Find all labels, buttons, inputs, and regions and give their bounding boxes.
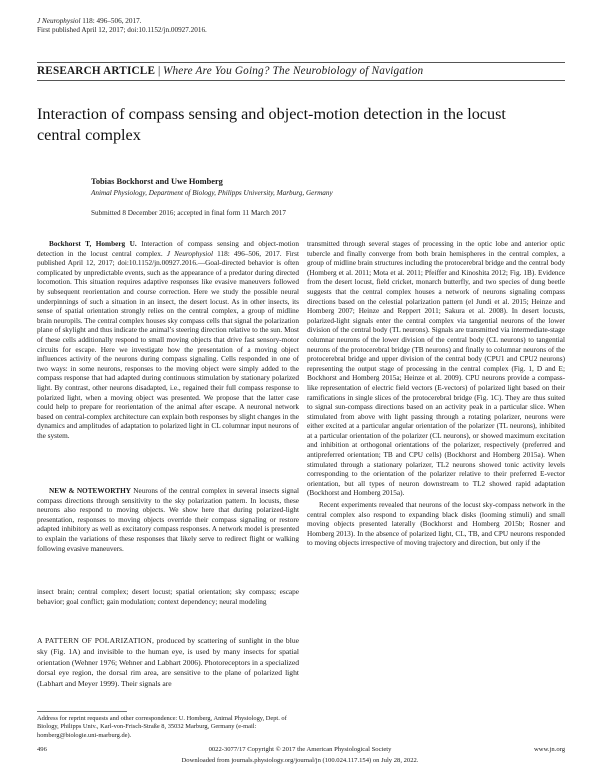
badge-separator: | bbox=[157, 65, 161, 77]
abstract-body: Goal-directed behavior is often complicated by unpredictable events, such as the appearance of a predator during directed locomotion. This situation requires adaptive responses like evasive maneuvers followed by subsequent reorientation and course correction. Here we study the possible neural underpinnings of such a situation in an insect, the desert locust. As in other insects, its sense of spatial orientation strongly relies on the central complex, a group of midline brain neuropils. The central complex houses sky compass cells that signal the polarization plane of skylight and thus indicate the animal’s steering direction relative to the sun. Most of these cells additionally respond to small moving objects that drive fast sensory-motor circuits for escape. Here we investigate how the presentation of a moving object influences activity of the neurons during compass signaling. Cells responded in one of two ways: in some neurons, responses to the moving object were simply added to the compass response that had adapted during continuous stimulation by stationary polarized light. By contrast, other neurons disadapted, i.e., regained their full compass response to polarized light, when a moving object was presented. We propose that the latter case could help to prepare for reorientation of the animal after escape. A neuronal network based on central-complex architecture can explain both responses by slight changes in the dynamics and amplitudes of adaptation to polarized light in CL columnar input neurons of the system. bbox=[37, 259, 300, 440]
abstract bbox=[37, 240, 299, 441]
article-title: Interaction of compass sensing and object-motion detection in the locust central complex bbox=[37, 105, 506, 144]
introduction bbox=[37, 636, 299, 690]
noteworthy-label: NEW & NOTEWORTHY bbox=[49, 487, 131, 495]
correspondence-footnote: Address for reprint requests and other correspondence: U. Homberg, Animal Physiology, Dept. of Biology, Philipps Univ., Karl-von-Frisch-Straße 8, 35032 Marburg, Germany (e-mail: homberg@biologie.uni-marburg.de). bbox=[37, 715, 287, 739]
submission-dates: Submitted 8 December 2016; accepted in final form 11 March 2017 bbox=[91, 209, 286, 217]
abstract-citation-details: 118: 496–506, 2017. First published April 12, 2017; doi:10.1152/jn.00927.2016.— bbox=[37, 249, 299, 268]
journal-citation: 118: 496–506, 2017. bbox=[82, 17, 142, 25]
keywords: insect brain; central complex; desert locust; spatial orientation; sky compass; escape behavior; goal conflict; gain modulation; context dependency; neural modeling bbox=[37, 588, 299, 606]
copyright-line: 0022-3077/17 Copyright © 2017 the American Physiological Society bbox=[208, 746, 392, 753]
intro-body: produced by scattering of sunlight in the blue sky (Fig. 1A) and invisible to the human eye, is used by many insects for spatial orientation (Wehner 1976; Wehner and Labhart 2006). Photoreceptors in a specialized dorsal eye region, the dorsal rim area, are sensitive to the plane of polarized light (Labhart and Meyer 1999). Their signals are bbox=[37, 636, 299, 689]
abstract-citation-title: Interaction of compass sensing and object-motion detection in the locust central complex. bbox=[37, 240, 299, 258]
intro-lead-in: A PATTERN OF POLARIZATION, bbox=[37, 636, 155, 645]
article-type: RESEARCH ARTICLE bbox=[37, 65, 156, 77]
journal-header bbox=[37, 17, 207, 35]
article-badge bbox=[37, 64, 565, 78]
right-paragraph-2: Recent experiments revealed that neurons of the locust sky-compass network in the central complex also respond to expanding black disks (looming stimuli) and small moving objects presented laterally (Bockhorst and Homberg 2015b; Rosner and Homberg 2013). In the absence of polarized light, CL, TB, and CPU neurons responded to moving objects irrespective of moving trajectory and direction, but only if the bbox=[307, 501, 565, 548]
abstract-citation-authors: Bockhorst T, Homberg U. bbox=[49, 240, 137, 248]
noteworthy-body: Neurons of the central complex in several insects signal compass directions through sensitivity to the sky polarization pattern. In locusts, these neurons also respond to moving objects. We show here that during polarized-light presentation, responses to moving objects override their compass signaling or restore adapted inhibitory as well as excitatory compass responses. A network model is presented to explain the variations of these responses that likely serve to redirect flight or walking following evasive maneuvers. bbox=[37, 487, 299, 553]
badge-top-rule bbox=[37, 62, 565, 63]
badge-bottom-rule bbox=[37, 80, 565, 81]
new-and-noteworthy bbox=[37, 487, 299, 554]
right-paragraph-1: transmitted through several stages of processing in the optic lobe and anterior optic tubercle and finally converge from both brain hemispheres in the central complex, a group of midline brain structures including the protocerebral bridge and the central body (Homberg et al. 2011; Mota et al. 2011; Pfeiffer and Kinoshita 2012; Fig. 1B). Evidence from the desert locust, field cricket, monarch butterfly, and two species of dung beetle suggests that the central complex houses a network of neurons signaling compass directions based on the celestial polarization pattern (el Jundi et al. 2015; Heinze and Homberg 2007; Heinze and Reppert 2011; Sakura et al. 2008). In desert locusts, polarized-light signals enter the central complex via tangential neurons of the lower division of the central body (TL neurons). Signals are transmitted via intermediate-stage columnar neurons of the lower division of the central body (CL neurons) to tangential neurons of the protocerebral bridge (TB neurons) and finally to columnar neurons of the protocerebral bridge and upper division of the central body (CPU1 and CPU2 neurons) representing the output stage of processing in the central complex (Fig. 1, D and E; Bockhorst and Homberg 2015a; Heinze et al. 2009). CPU neurons provide a compass-like representation of electric field vectors (E-vectors) of polarized light based on their ramifications in single slices of the protocerebral bridge (Fig. 1C). They are thus suited to signal sun-compass directions based on an activity peak in a particular slice. When stimulated from above with light passing through a rotating polarizer, neurons were either excited at a particular angular orientation of the polarizer (TL neurons), inhibited at a particular orientation of the polarizer (CL neurons), or showed maximum excitation and inhibition at orthogonal orientations of the polarizer, respectively (preferred and antipreferred orientation; TB and CPU cells) (Bockhorst and Homberg 2015a). When stimulated through a stationary polarizer, TL2 neurons showed tonic activity levels corresponding to the orientation of the polarizer relative to their preferred E-vector orientation, but all types of neuron downstream to TL2 showed rapid adaptation (Bockhorst and Homberg 2015a). bbox=[307, 240, 565, 498]
series-title: Where Are You Going? The Neurobiology of Navigation bbox=[162, 65, 424, 77]
publication-line: First published April 12, 2017; doi:10.1152/jn.00927.2016. bbox=[37, 26, 207, 34]
journal-name: J Neurophysiol bbox=[37, 17, 81, 25]
download-line: Downloaded from journals.physiology.org/journal/jn (100.024.117.154) on July 28, 2022. bbox=[181, 757, 419, 764]
article-authors: Tobias Bockhorst and Uwe Homberg bbox=[91, 177, 223, 186]
page-number: 496 bbox=[37, 746, 47, 753]
right-column bbox=[307, 240, 565, 549]
journal-url[interactable]: www.jn.org bbox=[534, 746, 565, 753]
abstract-citation-journal: J Neurophysiol bbox=[166, 249, 213, 258]
author-affiliation: Animal Physiology, Department of Biology, Philipps University, Marburg, Germany bbox=[91, 189, 333, 197]
footnote-rule bbox=[37, 711, 127, 712]
